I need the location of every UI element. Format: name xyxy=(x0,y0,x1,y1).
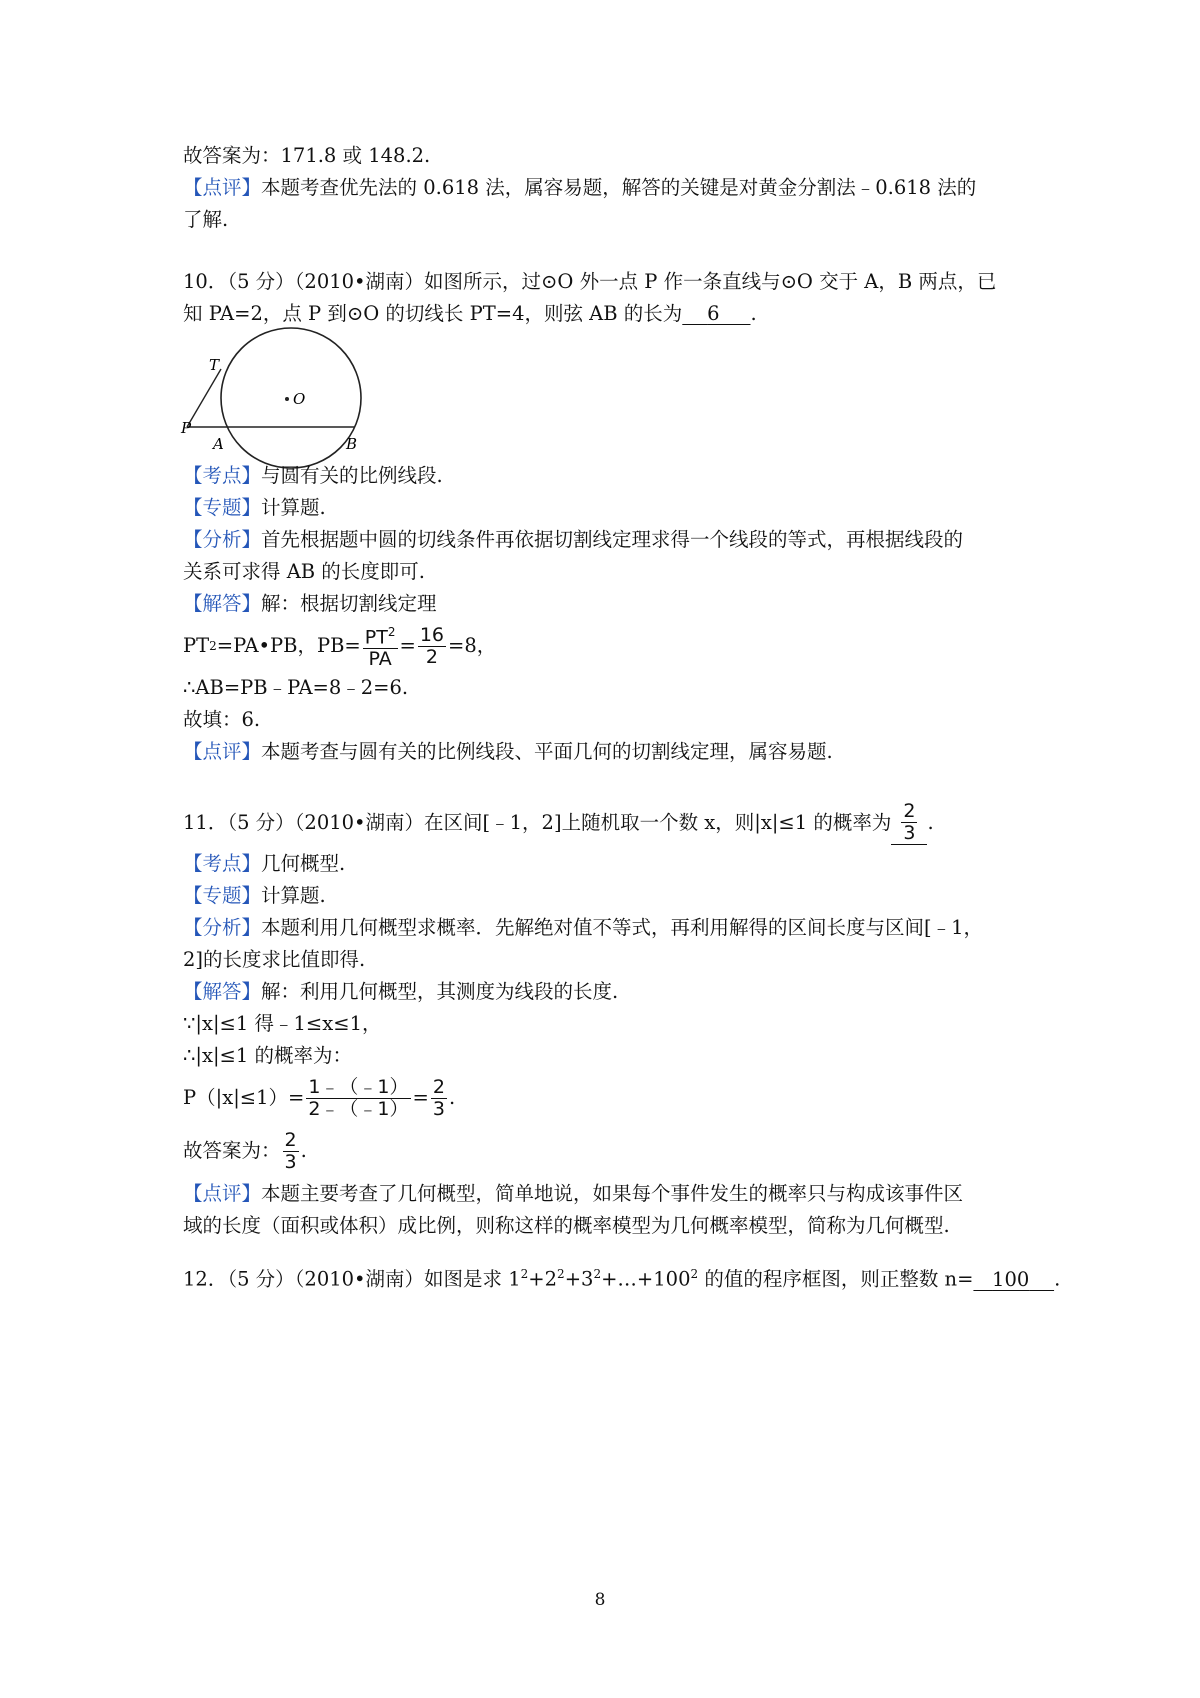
q11-zhuanti: 【专题】计算题. xyxy=(183,884,326,907)
q11-answer-blank xyxy=(891,801,927,845)
q11-kaodian: 【考点】几何概型. xyxy=(183,852,346,875)
q11-answer-line: 故答案为： $\frac{2}{3}$ . xyxy=(183,1128,307,1173)
document-page xyxy=(181,140,1061,1296)
q11-step2: ∴|x|≤1 的概率为： xyxy=(183,1044,352,1067)
q10-stem-line-2: 知 PA=2，点 P 到⊙O 的切线长 PT=4，则弦 AB 的长为 6 . xyxy=(183,298,1033,330)
q11-probability-equation: P（|x|≤1）= $\frac{1﹣(﹣1)}{2﹣(﹣1)}$ = $\frac{2}{3}$ . xyxy=(183,1075,456,1120)
q10-fill: 故填：6. xyxy=(183,708,261,731)
q11-fenxi-1: 【分析】本题利用几何概型求概率．先解绝对值不等式，再利用解得的区间长度与区间[﹣1， xyxy=(183,916,984,939)
q12-stem: 12．（5 分）（2010•湖南）如图是求 $1^2+2^2+3^2+\dots+100^2$ 的值的程序框图，则正整数 n= 100 . xyxy=(183,1258,1033,1296)
q9-review-line-2: 了解. xyxy=(183,208,229,231)
circle-tangent-diagram xyxy=(183,332,423,460)
review-tag: 【点评】 xyxy=(183,176,262,199)
q10-step2: ∴AB=PB﹣PA=8﹣2=6. xyxy=(183,676,409,699)
fraction-interval-lengths: $\frac{1﹣(﹣1)}{2﹣(﹣1)}$ xyxy=(308,1075,409,1120)
q11-fenxi-2: 2]的长度求比值即得. xyxy=(183,948,366,971)
label-o: O xyxy=(293,390,306,408)
q10-kaodian: 【考点】与圆有关的比例线段. xyxy=(183,464,443,487)
q10-review: 【点评】本题考查与圆有关的比例线段、平面几何的切割线定理，属容易题. xyxy=(183,740,833,763)
center-point xyxy=(285,397,289,401)
q10-zhuanti: 【专题】计算题. xyxy=(183,496,326,519)
q10-jieda: 【解答】解：根据切割线定理 xyxy=(183,592,437,615)
fraction-16-over-2: $\frac{16}{2}$ xyxy=(419,623,445,668)
q10-fenxi-2: 关系可求得 AB 的长度即可. xyxy=(183,560,426,583)
fraction-2-over-3: $\frac{2}{3}$ xyxy=(432,1075,445,1120)
circle-o xyxy=(221,328,361,468)
q10-fenxi-1: 【分析】首先根据题中圆的切线条件再依据切割线定理求得一个线段的等式，再根据线段的 xyxy=(183,528,964,551)
q9-review-line: 【点评】本题考查优先法的 0.618 法，属容易题，解答的关键是对黄金分割法﹣0.618 法的 xyxy=(183,176,977,199)
label-p: P xyxy=(181,419,192,437)
q11-review-1: 【点评】本题主要考查了几何概型，简单地说，如果每个事件发生的概率只与构成该事件区 xyxy=(183,1182,964,1205)
q10-circle-figure xyxy=(183,332,1033,460)
q10-answer-blank: 6 xyxy=(707,302,720,325)
q10-stem-line-1: 10．（5 分）（2010•湖南）如图所示，过⊙O 外一点 P 作一条直线与⊙O 交于 A，B 两点，已 xyxy=(183,270,997,293)
fraction-pt2-over-pa: $\frac{PT^2}{PA}$ xyxy=(363,622,398,670)
answer-fraction-2-over-3: $\frac{2}{3}$ xyxy=(284,1128,297,1173)
q12-answer-blank: 100 xyxy=(992,1267,1030,1291)
q11-step1: ∵|x|≤1 得﹣1≤x≤1， xyxy=(183,1012,382,1035)
q11-review-2: 域的长度（面积或体积）成比例，则称这样的概率模型为几何概率模型，简称为几何概型. xyxy=(183,1214,950,1237)
q11-jieda: 【解答】解：利用几何概型，其测度为线段的长度. xyxy=(183,980,619,1003)
page-number: 8 xyxy=(594,1590,606,1610)
label-a: A xyxy=(213,435,224,453)
label-b: B xyxy=(346,435,358,453)
q11-answer-fraction: $\frac{2}{3}$ xyxy=(903,800,916,844)
tangent-line-pt xyxy=(187,369,221,427)
q11-stem: 11．（5 分）（2010•湖南）在区间[﹣1，2]上随机取一个数 x，则|x|≤1 的概率为 $\frac{2}{3}$ . xyxy=(183,800,934,844)
q9-answer-line: 故答案为：171.8 或 148.2. xyxy=(183,144,431,167)
label-t: T xyxy=(209,356,220,374)
q10-equation: PT 2 =PA•PB，PB= $\frac{PT^2}{PA}$ = $\frac{16}{2}$ =8， xyxy=(183,623,497,671)
